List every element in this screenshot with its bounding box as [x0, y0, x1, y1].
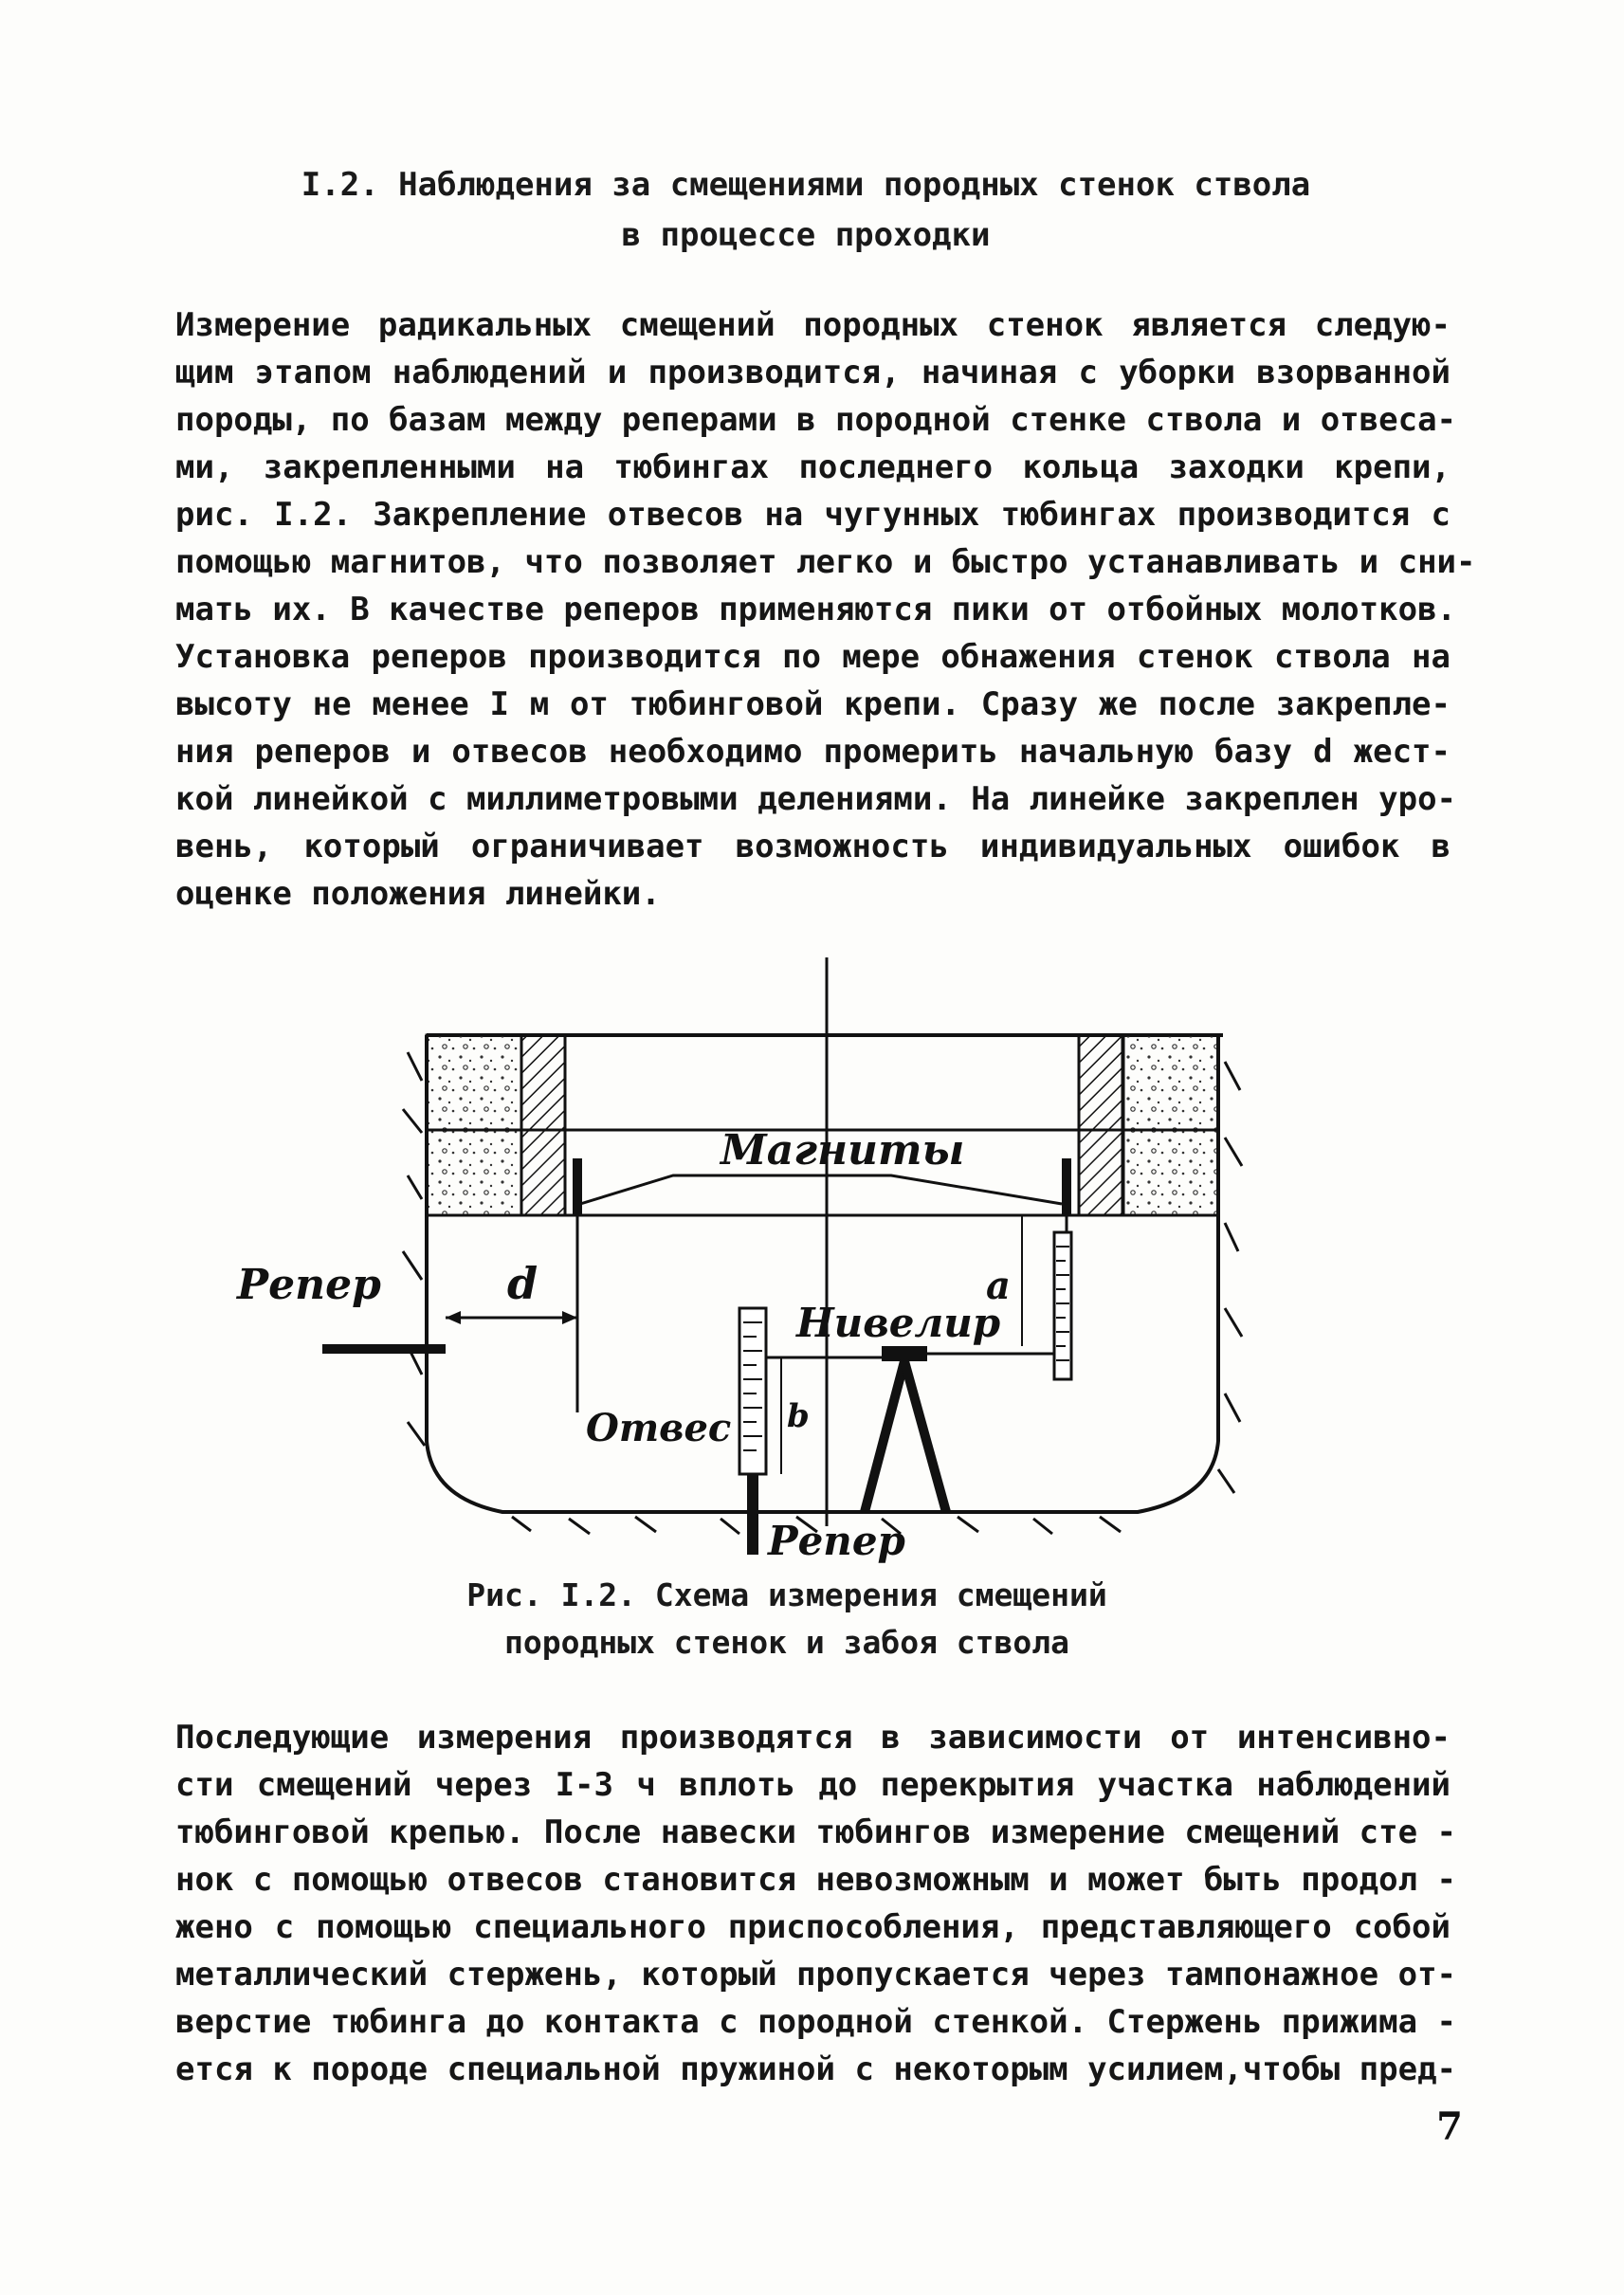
section-heading-line2: в процессе проходки [621, 216, 991, 254]
label-level: Нивелир [796, 1300, 1001, 1346]
text-line: тюбинговой крепью. После навески тюбингов измерение смещений сте - [175, 1813, 1457, 1851]
magnet-lines [580, 1175, 1062, 1204]
text-line: Измерение радикальных смещений породных стенок является следую- [175, 306, 1451, 344]
text-line: щим этапом наблюдений и производится, начиная с уборки взорванной [175, 354, 1451, 392]
wall-staff-right [1054, 1232, 1071, 1379]
text-line: ния реперов и отвесов необходимо промерить начальную базу d жест- [175, 733, 1451, 771]
text-line: ми, закрепленными на тюбингах последнего кольца заходки крепи, [175, 448, 1451, 486]
tubing-left [521, 1035, 565, 1215]
label-reper-bottom: Репер [768, 1518, 905, 1564]
tripod-leg-right [904, 1361, 946, 1512]
concrete-lining-right [1123, 1035, 1218, 1215]
section-heading-line1: I.2. Наблюдения за смещениями породных стенок ствола [301, 166, 1311, 204]
magnet-right [1062, 1158, 1071, 1215]
label-d: d [507, 1258, 538, 1309]
figure-caption-line2: породных стенок и забоя ствола [503, 1624, 1070, 1661]
text-line: породы, по базам между реперами в породной стенке ствола и отвеса- [175, 401, 1457, 439]
tubing-right [1079, 1035, 1122, 1215]
shaft-measurement-diagram [228, 948, 1270, 1574]
paragraph-1 [175, 301, 1476, 918]
paragraph-2 [175, 1714, 1457, 2093]
text-line: сти смещений через I-3 ч вплоть до перекрытия участка наблюдений [175, 1766, 1451, 1804]
text-line: высоту не менее I м от тюбинговой крепи. Сразу же после закрепле- [175, 685, 1451, 723]
text-line: мать их. В качестве реперов применяются пики от отбойных молотков. [175, 591, 1457, 628]
figure-caption-line1: Рис. I.2. Схема измерения смещений [466, 1576, 1107, 1613]
tripod-leg-left [865, 1361, 904, 1512]
dimension-d-arrow-right [562, 1311, 577, 1324]
level-instrument-head [882, 1346, 927, 1361]
text-line: оценке положения линейки. [175, 875, 661, 913]
label-magnets: Магниты [721, 1126, 965, 1175]
text-line: рис. I.2. Закрепление отвесов на чугунных тюбингах производится с [175, 496, 1451, 534]
text-line: нок с помощью отвесов становится невозможным и может быть продол - [175, 1861, 1457, 1899]
text-line: кой линейкой с миллиметровыми делениями. На линейке закреплен уро- [175, 780, 1457, 818]
label-plumb: Отвес [586, 1406, 732, 1450]
text-line: помощью магнитов, что позволяет легко и быстро устанавливать и сни- [175, 543, 1476, 581]
label-b: b [787, 1397, 810, 1435]
page-number: 7 [1436, 2104, 1463, 2149]
reper-left-bar [322, 1344, 446, 1354]
label-a: a [986, 1264, 1011, 1308]
text-line: жено с помощью специального приспособления, представляющего собой [175, 1908, 1451, 1946]
text-line: верстие тюбинга до контакта с породной стенкой. Стержень прижима - [175, 2003, 1457, 2041]
reper-bottom-bar [747, 1474, 758, 1555]
dimension-d-arrow-left [446, 1311, 461, 1324]
text-line: ется к породе специальной пружиной с некоторым усилием,чтобы пред- [175, 2050, 1457, 2088]
text-line: Установка реперов производится по мере обнажения стенок ствола на [175, 638, 1451, 676]
magnet-left [573, 1158, 582, 1215]
concrete-lining-left [427, 1035, 521, 1215]
text-line: металлический стержень, который пропускается через тампонажное от- [175, 1956, 1457, 1994]
text-line: Последующие измерения производятся в зависимости от интенсивно- [175, 1719, 1451, 1757]
leveling-staff [739, 1308, 766, 1474]
text-line: вень, который ограничивает возможность индивидуальных ошибок в [175, 828, 1451, 865]
label-reper-left: Репер [237, 1261, 381, 1309]
